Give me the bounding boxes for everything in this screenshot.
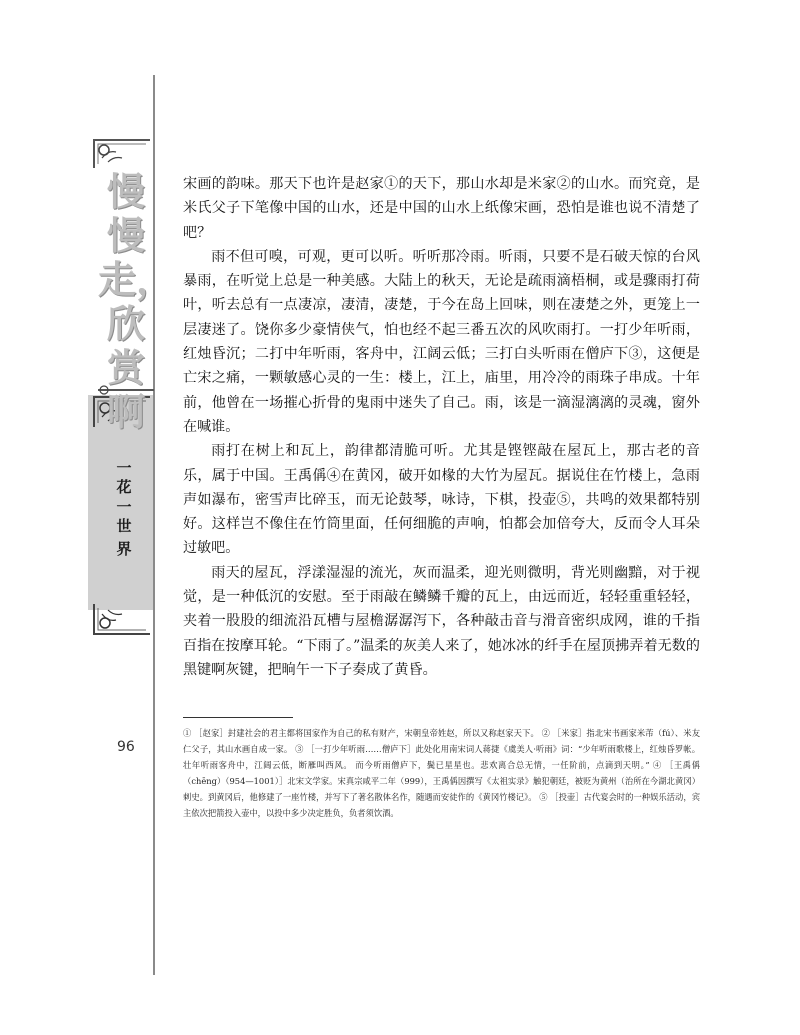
book-title bbox=[98, 169, 175, 434]
body-paragraph: 宋画的韵味。那天下也许是赵家①的天下，那山水却是米家②的山水。而究竟，是米氏父子下笔像中国的山水，还是中国的山水上纸像宋画，恐怕是谁也说不清楚了吧？ bbox=[183, 176, 700, 241]
section-title bbox=[100, 460, 148, 561]
body-paragraph: 雨不但可嗅，可观，更可以听。听听那冷雨。听雨，只要不是石破天惊的台风暴雨，在听觉上总是一种美感。大陆上的秋天，无论是疏雨滴梧桐，或是骤雨打荷叶，听去总有一点凄凉，凄清，凄楚，于今在岛上回味，则在凄楚之外，更笼上一层凄迷了。饶你多少豪情侠气，怕也经不起三番五次的风吹雨打。一打少年听雨，红烛昏沉；二打中年听雨，客舟中，江阔云低；三打白头听雨在僧庐下③，这便是亡宋之痛，一颗敏感心灵的一生：楼上，江上，庙里，用冷冷的雨珠子串成。十年前，他曾在一场摧心折骨的鬼雨中迷失了自己。雨，该是一滴湿漓漓的灵魂，窗外在喊谁。 bbox=[183, 248, 700, 435]
page-number: 96 bbox=[117, 739, 135, 755]
ornament-top-icon bbox=[92, 138, 152, 170]
section-title-char: 界 bbox=[116, 540, 132, 558]
book-title-char: 慢 bbox=[106, 213, 145, 258]
body-text bbox=[183, 172, 700, 682]
body-paragraph: 雨天的屋瓦，浮漾湿湿的流光，灰而温柔，迎光则微明，背光则幽黯，对于视觉，是一种低沉的安慰。至于雨敲在鳞鳞千瓣的瓦上，由远而近，轻轻重重轻轻，夹着一股股的细流沿瓦槽与屋檐潺潺泻下，各种敲击音与滑音密织成网，谁的千指百指在按摩耳轮。“下雨了。”温柔的灰美人来了，她冰冰的纤手在屋顶拂弄着无数的黑键啊灰键，把晌午一下子奏成了黄昏。 bbox=[183, 564, 700, 678]
footnote-text: ① ［赵家］封建社会的君主都将国家作为自己的私有财产，宋朝皇帝姓赵，所以又称赵家天下。 ② ［米家］指北宋书画家米芾（fú）、米友仁父子，其山水画自成一家。 ③ ［一打少年听雨……僧庐下］此处化用南宋词人蒋捷《虞美人·听雨》词：“少年听雨歌楼上，红烛昏罗帐。壮年听雨客舟中，江阔云低，断雁叫西风。 而今听雨僧庐下，鬓已星星也。悲欢离合总无情，一任阶前，点滴到天明。” ④ ［王禹偁（chēng）（954—1001）］北宋文学家。宋真宗咸平二年（999），王禹偁因撰写《太祖实录》触犯朝廷，被贬为黄州（治所在今湖北黄冈）刺史。到黄冈后，他修建了一座竹楼，并写下了著名散体名作，随遇而安徒作的《黄冈竹楼记》。 ⑤ ［投壶］古代宴会时的一种娱乐活动，宾主依次把箭投入壶中，以投中多少决定胜负，负者须饮酒。 bbox=[183, 728, 700, 819]
ornament-band-bottom-icon bbox=[92, 602, 152, 636]
section-title-char: 花 bbox=[116, 478, 132, 496]
book-title-char: 欣 bbox=[106, 301, 145, 346]
book-title-char: 慢 bbox=[106, 169, 145, 214]
body-paragraph: 雨打在树上和瓦上，韵律都清脆可听。尤其是铿铿敲在屋瓦上，那古老的音乐，属于中国。王禹偁④在黄冈，破开如椽的大竹为屋瓦。据说住在竹楼上，急雨声如瀑布，密雪声比碎玉，而无论鼓琴，咏诗，下棋，投壶⑤，共鸣的效果都特别好。这样岂不像住在竹筒里面，任何细脆的声响，怕都会加倍夸大，反而令人耳朵过敏吧。 bbox=[183, 443, 700, 557]
book-title-char: 走， bbox=[98, 257, 175, 302]
section-title-char: 世 bbox=[116, 517, 132, 535]
section-title-char: 一 bbox=[116, 498, 132, 516]
section-title-char: 一 bbox=[116, 459, 132, 477]
footnote-divider bbox=[183, 717, 293, 718]
book-title-char: 啊 bbox=[106, 389, 145, 434]
footnotes bbox=[183, 725, 700, 822]
book-title-char: 赏 bbox=[106, 345, 145, 390]
